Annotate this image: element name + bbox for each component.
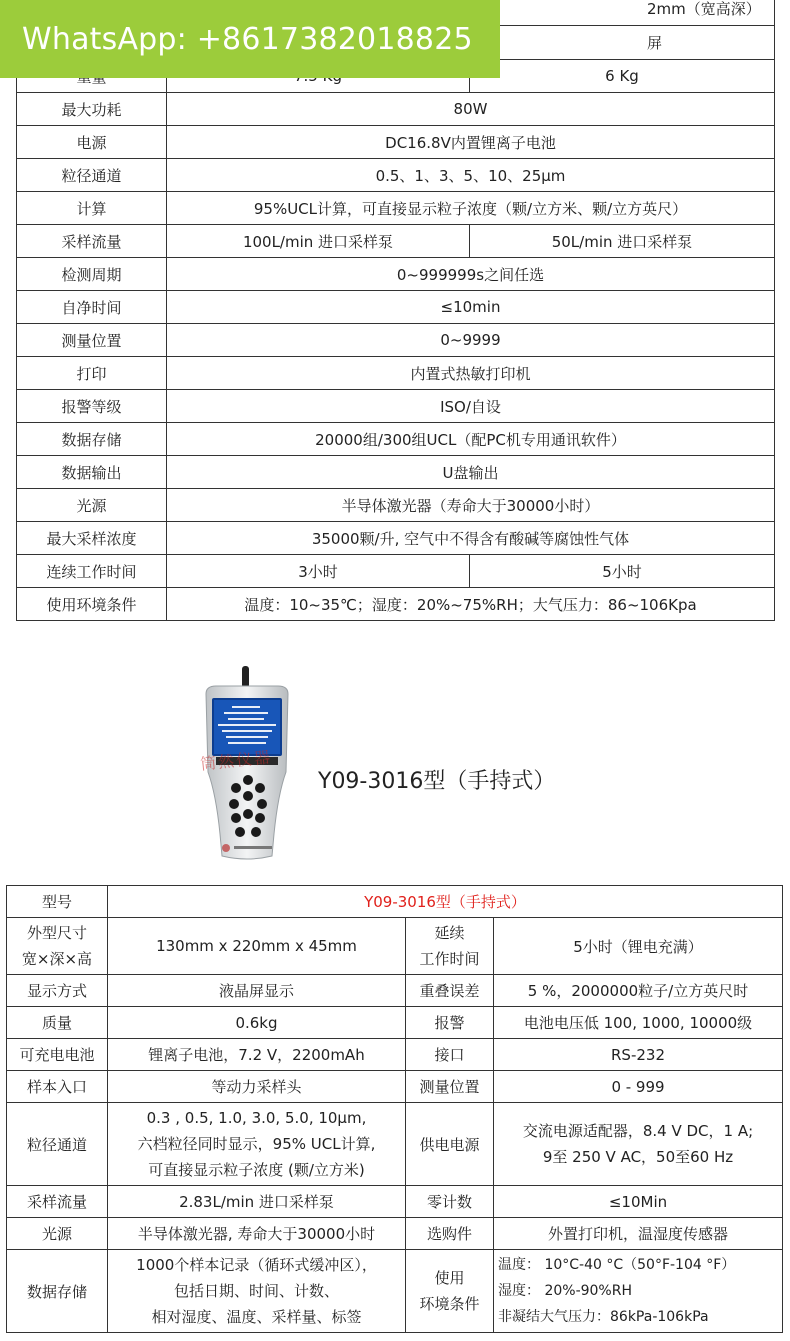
row-label: 打印 (17, 357, 167, 390)
table-row (17, 390, 775, 423)
row-label: 测量位置 (406, 1071, 494, 1103)
row-label: 最大采样浓度 (17, 522, 167, 555)
row-value: 0.3 , 0.5, 1.0, 3.0, 5.0, 10μm, 六档粒径同时显示，95% UCL计算, 可直接显示粒子浓度 (颗/立方米) (108, 1103, 406, 1186)
row-label: 光源 (17, 489, 167, 522)
row-value: 等动力采样头 (108, 1071, 406, 1103)
row-value: 0.6kg (108, 1007, 406, 1039)
row-value: 温度： 10°C-40 °C（50°F-104 °F） 湿度： 20%-90%RH 非凝结大气压力：86kPa-106kPa (494, 1250, 783, 1333)
row-label: 样本入口 (7, 1071, 108, 1103)
row-value: 5 %，2000000粒子/立方英尺时 (494, 975, 783, 1007)
table-row (17, 522, 775, 555)
row-label: 光源 (7, 1218, 108, 1250)
row-value: 1000个样本记录（循环式缓冲区）， 包括日期、时间、计数、 相对湿度、温度、采样量、标签 (108, 1250, 406, 1333)
row-label: 数据存储 (7, 1250, 108, 1333)
row-value: 半导体激光器, 寿命大于30000小时 (108, 1218, 406, 1250)
table-row (7, 1007, 783, 1039)
whatsapp-banner[interactable] (0, 0, 500, 78)
table-row (17, 324, 775, 357)
table-row (7, 1039, 783, 1071)
table-row (17, 159, 775, 192)
table-row (17, 456, 775, 489)
row-value: ISO/自设 (167, 390, 775, 423)
row-label: 自净时间 (17, 291, 167, 324)
row-label: 接口 (406, 1039, 494, 1071)
table-row (17, 192, 775, 225)
table-row (17, 225, 775, 258)
row-value: 0.5、1、3、5、10、25μm (167, 159, 775, 192)
row-label: 检测周期 (17, 258, 167, 291)
table-row (7, 918, 783, 975)
row-value: 80W (167, 93, 775, 126)
spec-table-handheld (6, 885, 783, 1333)
row-label: 报警等级 (17, 390, 167, 423)
table-row (17, 489, 775, 522)
row-value: RS-232 (494, 1039, 783, 1071)
table-row (7, 886, 783, 918)
row-value: 0~999999s之间任选 (167, 258, 775, 291)
table-row (17, 126, 775, 159)
table-row (7, 1250, 783, 1333)
model-label: 型号 (7, 886, 108, 918)
row-label: 数据存储 (17, 423, 167, 456)
row-value: 95%UCL计算，可直接显示粒子浓度（颗/立方米、颗/立方英尺） (167, 192, 775, 225)
row-label: 选购件 (406, 1218, 494, 1250)
row-label: 电源 (17, 126, 167, 159)
spec-table-large (16, 0, 775, 621)
row-value: DC16.8V内置锂离子电池 (167, 126, 775, 159)
row-label: 可充电电池 (7, 1039, 108, 1071)
row-label: 使用环境条件 (17, 588, 167, 621)
row-value: 3小时 (167, 555, 470, 588)
row-value: ≤10min (167, 291, 775, 324)
row-value: 外置打印机，温湿度传感器 (494, 1218, 783, 1250)
table-row (7, 1186, 783, 1218)
row-value: 5小时 (470, 555, 775, 588)
row-label: 粒径通道 (7, 1103, 108, 1186)
device-caption: Y09-3016型（手持式） (318, 769, 556, 794)
row-value: 50L/min 进口采样泵 (470, 225, 775, 258)
whatsapp-banner-text: WhatsApp: +8617382018825 (22, 21, 473, 57)
row-value: 半导体激光器（寿命大于30000小时） (167, 489, 775, 522)
row-label: 零计数 (406, 1186, 494, 1218)
row-value: ≤10Min (494, 1186, 783, 1218)
row-value: 0~9999 (167, 324, 775, 357)
table-row (7, 1218, 783, 1250)
table-row (17, 555, 775, 588)
table-row (17, 291, 775, 324)
row-label: 粒径通道 (17, 159, 167, 192)
row-label: 计算 (17, 192, 167, 225)
row-label: 数据输出 (17, 456, 167, 489)
table-row (7, 1071, 783, 1103)
row-label: 质量 (7, 1007, 108, 1039)
table-row (17, 93, 775, 126)
row-value: 5小时（锂电充满） (494, 918, 783, 975)
row-label: 最大功耗 (17, 93, 167, 126)
table-row (7, 1103, 783, 1186)
row-value: 6 Kg (470, 60, 775, 93)
row-label: 采样流量 (7, 1186, 108, 1218)
model-value: Y09-3016型（手持式） (108, 886, 783, 918)
row-label: 采样流量 (17, 225, 167, 258)
table-row (17, 423, 775, 456)
watermark-text: 筒然仪器 (199, 747, 273, 774)
row-value: 锂离子电池，7.2 V，2200mAh (108, 1039, 406, 1071)
row-label: 使用 环境条件 (406, 1250, 494, 1333)
row-value: 内置式热敏打印机 (167, 357, 775, 390)
row-value: 130mm x 220mm x 45mm (108, 918, 406, 975)
row-value: 屏 (167, 26, 775, 60)
table-row (7, 975, 783, 1007)
table-row (17, 357, 775, 390)
row-value: 液晶屏显示 (108, 975, 406, 1007)
row-label: 测量位置 (17, 324, 167, 357)
row-value: 100L/min 进口采样泵 (167, 225, 470, 258)
row-value: 温度：10~35℃；湿度：20%~75%RH；大气压力：86~106Kpa (167, 588, 775, 621)
row-label: 显示方式 (7, 975, 108, 1007)
row-value: 交流电源适配器，8.4 V DC，1 A; 9至 250 V AC，50至60 Hz (494, 1103, 783, 1186)
row-value: U盘输出 (167, 456, 775, 489)
row-value: 20000组/300组UCL（配PC机专用通讯软件） (167, 423, 775, 456)
row-label: 供电电源 (406, 1103, 494, 1186)
row-label: 连续工作时间 (17, 555, 167, 588)
row-value: 电池电压低 100, 1000, 10000级 (494, 1007, 783, 1039)
row-label: 延续 工作时间 (406, 918, 494, 975)
row-value: 0 - 999 (494, 1071, 783, 1103)
row-value: 2.83L/min 进口采样泵 (108, 1186, 406, 1218)
table-row (17, 588, 775, 621)
row-value: 35000颗/升, 空气中不得含有酸碱等腐蚀性气体 (167, 522, 775, 555)
row-label: 外型尺寸 宽×深×高 (7, 918, 108, 975)
table-row (17, 258, 775, 291)
row-label: 报警 (406, 1007, 494, 1039)
row-label: 重叠误差 (406, 975, 494, 1007)
row-value: 2mm（宽高深） (167, 0, 775, 26)
